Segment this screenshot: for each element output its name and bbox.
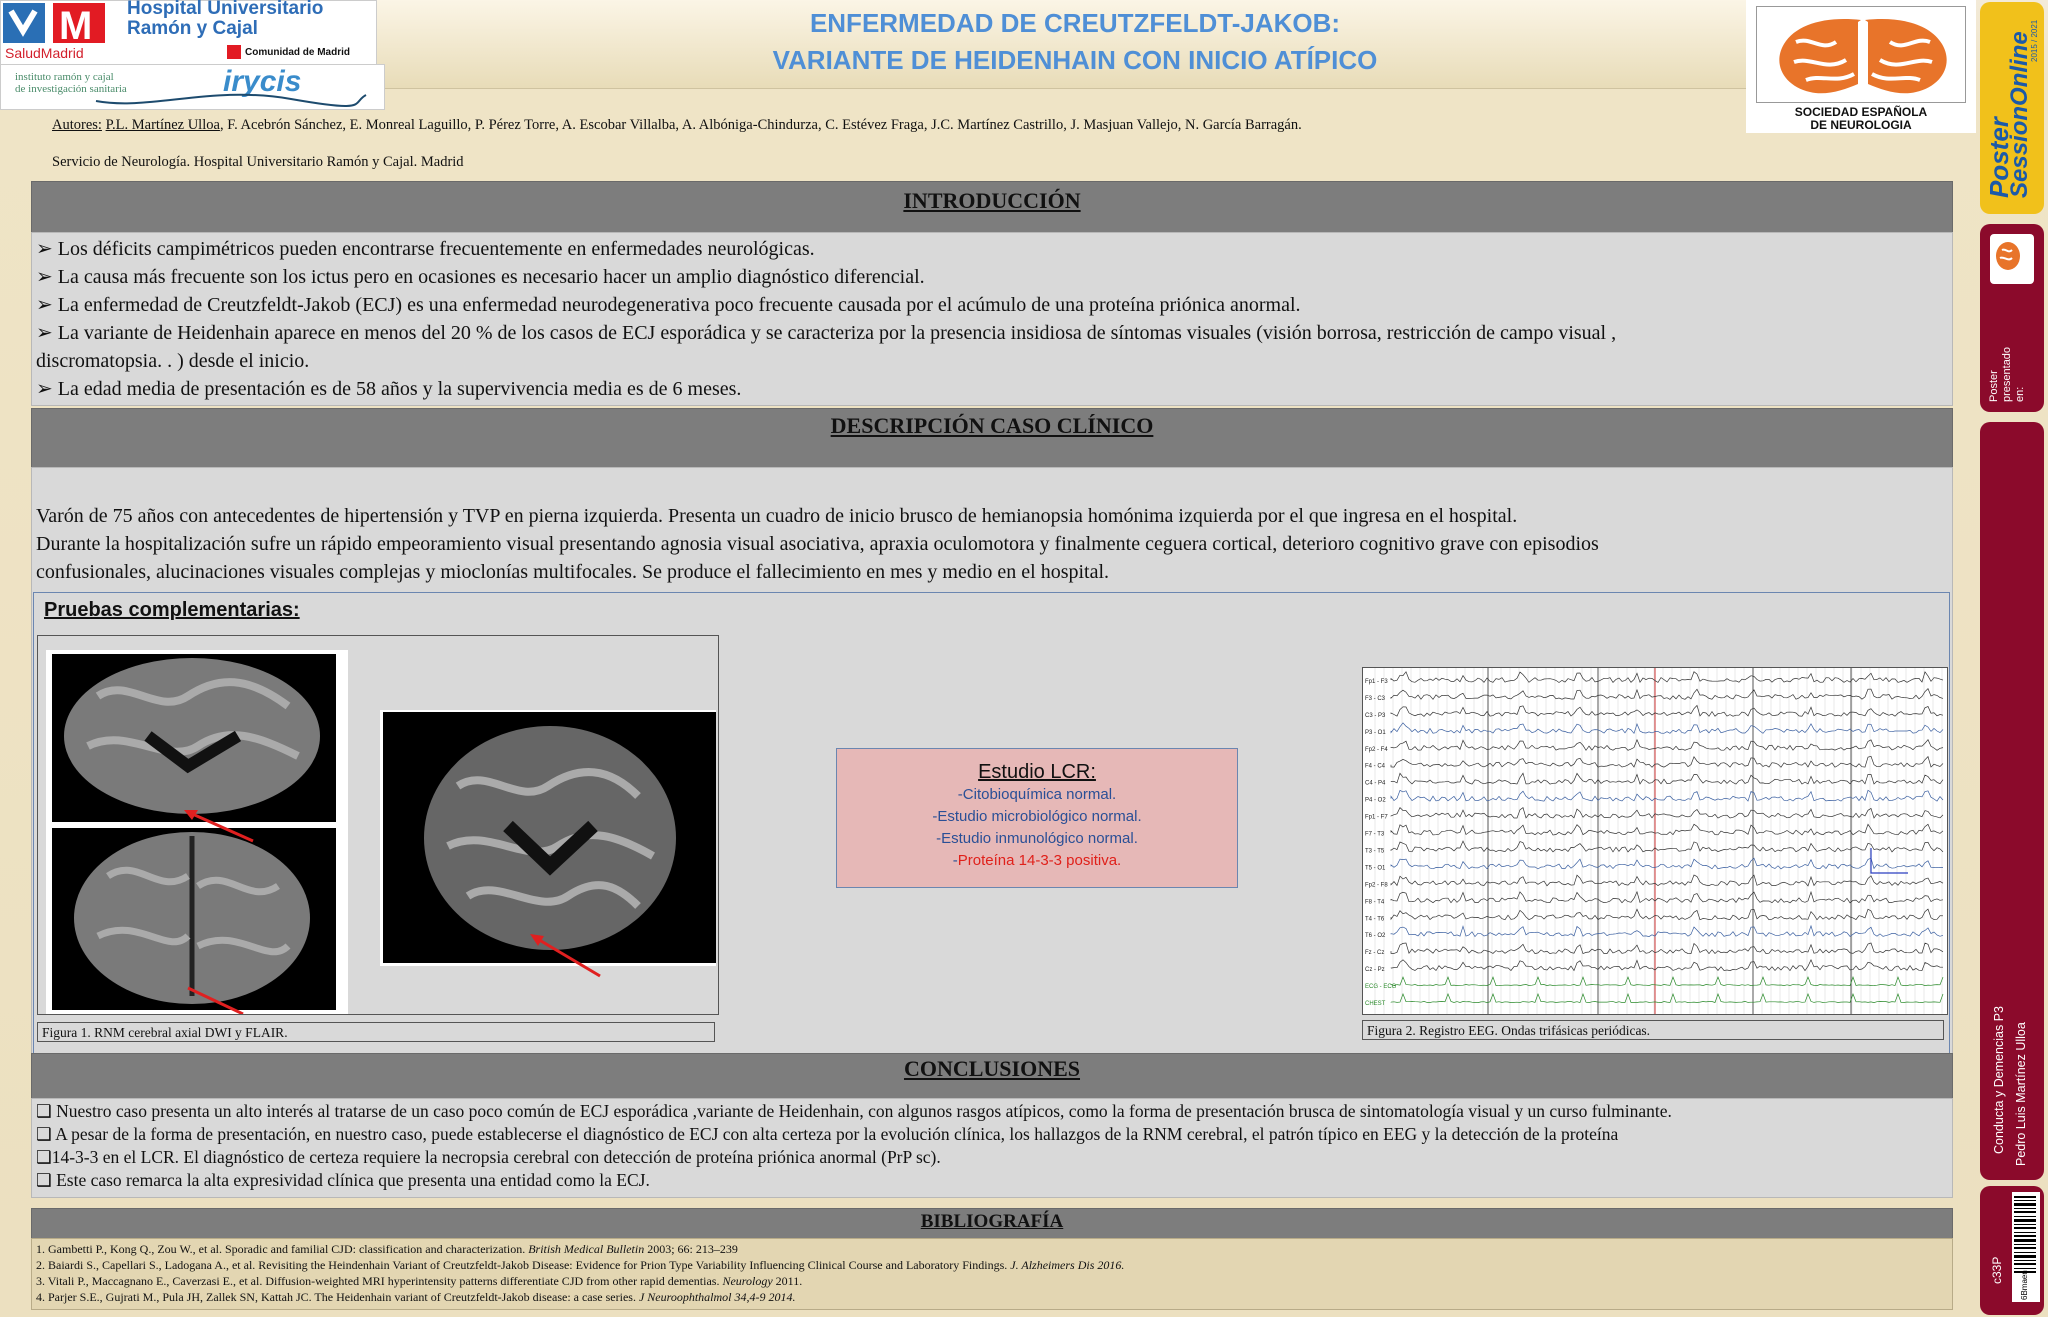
lcr-item: -Estudio inmunológico normal. bbox=[936, 830, 1138, 847]
poster-session-online-badge[interactable] bbox=[1980, 2, 2044, 214]
bibliography-body bbox=[31, 1238, 1953, 1310]
sen-logo bbox=[1746, 0, 1976, 133]
session-name: Conducta y Demencias P3 bbox=[1992, 1006, 2006, 1154]
eeg-channel-label: Fp2 - F8 bbox=[1365, 882, 1388, 889]
case-paragraph-1: Varón de 75 años con antecedentes de hipertensión y TVP en pierna izquierda. Presenta un cuadro de inicio brusco de hemianopsia homónima izquierda por el que ingresa en el hospital. bbox=[36, 505, 1518, 527]
brain-logo-icon bbox=[1766, 12, 1956, 102]
conclusions-body bbox=[31, 1098, 1953, 1198]
eeg-channel-label: P3 - O1 bbox=[1365, 729, 1386, 736]
eeg-channel-label: T3 - T5 bbox=[1365, 848, 1385, 855]
case-title: DESCRIPCIÓN CASO CLÍNICO bbox=[830, 413, 1154, 438]
intro-header bbox=[31, 181, 1953, 233]
tests-panel bbox=[33, 592, 1950, 1054]
intro-bullet-continuation: discromatopsia. . ) desde el inicio. bbox=[36, 350, 310, 372]
reference-item: 2. Baiardi S., Capellari S., Ladogana A., et al. Revisiting the Heindenhain Variant of Creutzfeldt-Jakob Disease: Evidence for Prion Type Variability Influencing Clinical Course and Laboratory Findings. J. Alzheimers Dis 2016. bbox=[36, 1258, 1125, 1272]
poster-code: c33P bbox=[1990, 1256, 2004, 1284]
lcr-positive-line: -Proteína 14-3-3 positiva. bbox=[952, 852, 1122, 869]
barcode bbox=[2012, 1192, 2040, 1302]
reference-item: 4. Parjer S.E., Gujrati M., Pula JH, Zallek SN, Kattah JC. The Heidenhain variant of Creutzfeldt-Jakob disease: a case series. J Neuroophthalmol 34,4-9 2014. bbox=[36, 1290, 796, 1304]
eeg-channel-label: Cz - Pz bbox=[1365, 967, 1385, 974]
conclusion-item: ❑ Este caso remarca la alta expresividad clínica que presenta una entidad como la ECJ. bbox=[36, 1170, 650, 1190]
intro-title: INTRODUCCIÓN bbox=[903, 188, 1081, 213]
hospital-logo bbox=[0, 0, 377, 66]
authors-line bbox=[52, 117, 1302, 134]
brain-mini-icon bbox=[1990, 234, 2034, 284]
irycis-logo bbox=[0, 64, 385, 110]
first-author: P.L. Martínez Ulloa bbox=[105, 117, 220, 133]
other-authors: , F. Acebrón Sánchez, E. Monreal Laguillo, P. Pérez Torre, A. Escobar Villalba, A. Albóniga-Chindurza, C. Estévez Fraga, J.C. Martínez Castrillo, J. Masjuan Vallejo, N. García Barragán. bbox=[219, 117, 1302, 133]
presented-at-panel bbox=[1980, 224, 2044, 412]
conclusions-title: CONCLUSIONES bbox=[903, 1056, 1081, 1081]
intro-body bbox=[31, 232, 1953, 406]
lcr-item: -Estudio microbiológico normal. bbox=[932, 808, 1142, 825]
session-info-panel bbox=[1980, 422, 2044, 1180]
sen-mini-logo bbox=[1990, 234, 2034, 284]
irycis-text-line2: de investigación sanitaria bbox=[15, 83, 127, 95]
case-paragraph-2a: Durante la hospitalización sufre un rápido empeoramiento visual presentando agnosia visual asociativa, apraxia oculomotora y finalmente ceguera cortical, deterioro cognitivo grave con episodios bbox=[36, 533, 1599, 555]
poster-code-panel bbox=[1980, 1186, 2044, 1315]
tests-title: Pruebas complementarias: bbox=[44, 599, 300, 621]
bibliography-title: BIBLIOGRAFÍA bbox=[920, 1211, 1064, 1232]
authors-label: Autores: bbox=[52, 117, 102, 133]
eeg-channel-label: T4 - T6 bbox=[1365, 916, 1385, 923]
eeg-channel-label: Fp1 - F3 bbox=[1365, 679, 1388, 685]
comunidad-madrid-text: Comunidad de Madrid bbox=[245, 47, 350, 58]
eeg-channel-label: Fp1 - F7 bbox=[1365, 814, 1388, 821]
eeg-channel-label: T6 - O2 bbox=[1365, 933, 1386, 940]
sen-name-line1: SOCIEDAD ESPAÑOLA bbox=[1794, 105, 1928, 119]
presenter-name: Pedro Luis Martínez Ulloa bbox=[2014, 1022, 2028, 1166]
irycis-text-line1: instituto ramón y cajal bbox=[15, 71, 114, 83]
hospital-name-line1: Hospital Universitario bbox=[127, 0, 324, 19]
eeg-channel-label: F8 - T4 bbox=[1365, 899, 1385, 906]
presented-at-text: Poster presentado en: bbox=[1988, 346, 2026, 402]
hospital-name-line2: Ramón y Cajal bbox=[127, 18, 258, 39]
bibliography-header bbox=[31, 1208, 1953, 1239]
lcr-title: Estudio LCR: bbox=[978, 761, 1096, 783]
brand-bottom: SessionOnline bbox=[2006, 31, 2033, 198]
barcode-label: 6Bmaen bbox=[2020, 1270, 2029, 1300]
eeg-channel-label: T5 - O1 bbox=[1365, 865, 1386, 872]
eeg-channel-label: F4 - C4 bbox=[1365, 763, 1386, 770]
eeg-channel-label: C3 - P3 bbox=[1365, 712, 1386, 719]
poster-title-line2: VARIANTE DE HEIDENHAIN CON INICIO ATÍPICO bbox=[772, 45, 1378, 75]
figure-1-frame bbox=[37, 635, 719, 1015]
mri-images-icon bbox=[38, 636, 718, 1014]
eeg-channel-label: P4 - O2 bbox=[1365, 797, 1386, 804]
brand-top: Poster bbox=[1984, 117, 2014, 198]
sen-name-line2: DE NEUROLOGIA bbox=[1810, 118, 1912, 132]
intro-bullet: ➢ Los déficits campimétricos pueden encontrarse frecuentemente en enfermedades neurológicas. bbox=[36, 238, 815, 260]
figure-2-frame bbox=[1362, 667, 1948, 1015]
conclusion-item: ❑14-3-3 en el LCR. El diagnóstico de certeza requiere la necropsia cerebral con detección de proteína priónica anormal (PrP sc). bbox=[36, 1147, 941, 1167]
intro-bullet: ➢ La causa más frecuente son los ictus pero en ocasiones es necesario hacer un amplio diagnóstico diferencial. bbox=[36, 266, 925, 288]
eeg-channel-label: CHEST bbox=[1365, 1001, 1386, 1007]
lcr-box bbox=[836, 748, 1238, 888]
irycis-brand: irycis bbox=[223, 65, 302, 98]
conclusion-item: ❑ A pesar de la forma de presentación, en nuestro caso, puede establecerse el diagnóstico de ECJ con alta certeza por la evolución clínica, los hallazgos de la RNM cerebral, el patrón típico en EEG y la detección de la proteína bbox=[36, 1124, 1619, 1144]
case-paragraph-2b: confusionales, alucinaciones visuales complejas y mioclonías multifocales. Se produce el fallecimiento en mes y medio en el hospital. bbox=[36, 561, 1110, 583]
eeg-channel-label: Fp2 - F4 bbox=[1365, 746, 1388, 753]
signature-swoosh-icon bbox=[91, 89, 371, 109]
reference-item: 1. Gambetti P., Kong Q., Zou W., et al. Sporadic and familial CJD: classification and characterization. British Medical Bulletin 2003; 66: 213–239 bbox=[36, 1242, 738, 1256]
svg-text:M: M bbox=[59, 4, 93, 48]
lcr-positive: Proteína 14-3-3 positiva. bbox=[957, 852, 1122, 869]
eeg-calibration-mark bbox=[1871, 848, 1908, 873]
eeg-channel-label: F7 - T3 bbox=[1365, 831, 1385, 838]
eeg-trace-icon bbox=[1363, 668, 1947, 1014]
salud-madrid-text: SaludMadrid bbox=[5, 45, 84, 61]
intro-bullet: ➢ La variante de Heidenhain aparece en menos del 20 % de los casos de ECJ esporádica y se caracteriza por la presencia insidiosa de síntomas visuales (visión borrosa, restricción de campo visual , bbox=[36, 322, 1617, 344]
eeg-channel-label: C4 - P4 bbox=[1365, 780, 1386, 787]
eeg-channel-label: Fz - Cz bbox=[1365, 950, 1385, 957]
figure-2-caption: Figura 2. Registro EEG. Ondas trifásicas periódicas. bbox=[1362, 1020, 1944, 1040]
eeg-channel-label: ECG - ECG bbox=[1365, 984, 1397, 991]
brand-years: 2015 / 2021 bbox=[2030, 19, 2039, 62]
eeg-channel-label: F3 - C3 bbox=[1365, 695, 1386, 702]
case-header bbox=[31, 408, 1953, 468]
lcr-item: -Citobioquímica normal. bbox=[957, 786, 1117, 803]
reference-item: 3. Vitali P., Maccagnano E., Caverzasi E., et al. Diffusion-weighted MRI hyperintensity patterns differentiate CJD from other rapid dementias. Neurology 2011. bbox=[36, 1274, 803, 1288]
intro-bullet: ➢ La enfermedad de Creutzfeldt-Jakob (ECJ) es una enfermedad neurodegenerativa poco frecuente causada por el acúmulo de una proteína priónica anormal. bbox=[36, 294, 1301, 316]
affiliation: Servicio de Neurología. Hospital Universitario Ramón y Cajal. Madrid bbox=[52, 154, 464, 170]
figure-1-caption: Figura 1. RNM cerebral axial DWI y FLAIR. bbox=[37, 1022, 715, 1042]
case-body bbox=[31, 467, 1953, 1055]
intro-bullet: ➢ La edad media de presentación es de 58 años y la supervivencia media es de 6 meses. bbox=[36, 378, 742, 400]
conclusion-item: ❑ Nuestro caso presenta un alto interés al tratarse de un caso poco común de ECJ esporádica ,variante de Heidenhain, con algunos rasgos atípicos, como la forma de presentación brusca de sintomatología visual y un curso fulminante. bbox=[36, 1101, 1672, 1121]
conclusions-header bbox=[31, 1053, 1953, 1099]
poster-title-line1: ENFERMEDAD DE CREUTZFELDT-JAKOB: bbox=[809, 8, 1341, 38]
